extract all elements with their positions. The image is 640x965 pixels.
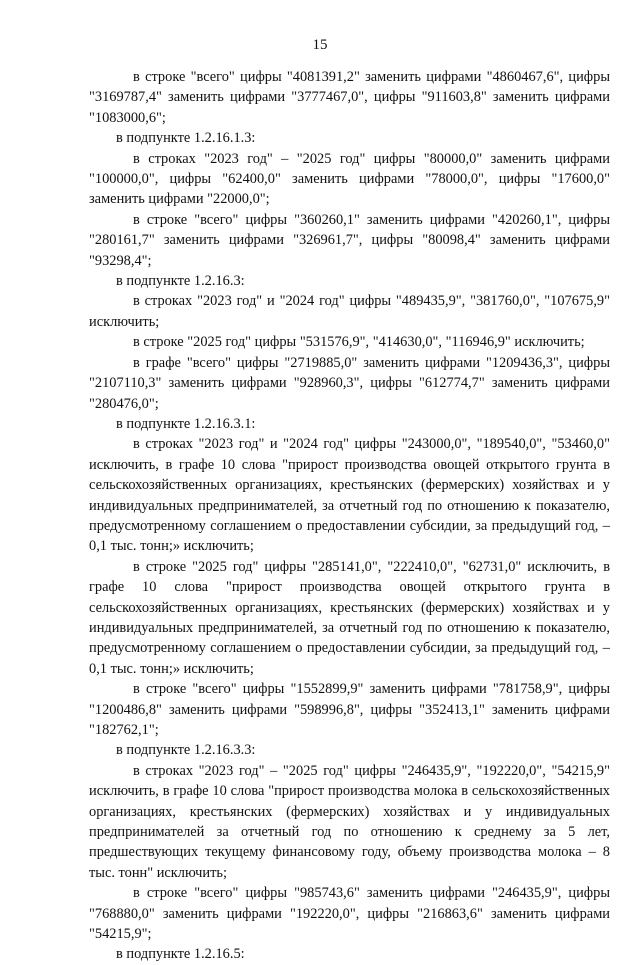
subpoint-heading: в подпункте 1.2.16.3: <box>116 273 245 290</box>
paragraph: в строке "всего" цифры "985743,6" заменить цифрами "246435,9", цифры "768880,0" заменить цифрами "192220,0", цифры "216863,6" заменить цифрами "54215,9"; <box>89 885 610 943</box>
paragraph: в строках "2023 год" и "2024 год" цифры "489435,9", "381760,0", "107675,9" исключить; <box>89 293 610 330</box>
paragraph: в строках "2023 год" – "2025 год" цифры "246435,9", "192220,0", "54215,9" исключить, в графе 10 слова "прирост производства молока в сельскохозяйственных организациях, крестьянских (фермерских) хозяйствах и у индивидуальных предпринимателей за отчетный год по отношению к среднему за 5 лет, предшествующих текущему финансовому году, объему производства молока – 8 тыс. тонн" исключить; <box>89 762 610 881</box>
paragraph: в строках "2023 год" и "2024 год" цифры "243000,0", "189540,0", "53460,0" исключить, в графе 10 слова "прирост производства овощей открытого грунта в сельскохозяйственных организациях, крестьянских (фермерских) хозяйствах и у индивидуальных предпринимателей, за отчетный год по отношению к показателю, предусмотренному соглашением о предоставлении субсидии, за предыдущий год, – 0,1 тыс. тонн;» исключить; <box>89 436 610 555</box>
paragraph: в строке "всего" цифры "4081391,2" заменить цифрами "4860467,6", цифры "3169787,4" заменить цифрами "3777467,0", цифры "911603,8" заменить цифрами "1083000,6"; <box>89 69 610 126</box>
page-number: 15 <box>312 37 328 53</box>
subpoint-heading: в подпункте 1.2.16.3.3: <box>116 742 256 759</box>
subpoint-heading: в подпункте 1.2.16.3.1: <box>116 415 256 432</box>
document-body <box>89 67 610 965</box>
paragraph: в строках "2023 год" – "2025 год" цифры "80000,0" заменить цифрами "100000,0", цифры "62400,0" заменить цифрами "78000,0", цифры "17600,0" заменить цифрами "22000,0"; <box>89 150 610 208</box>
paragraph: в строке "всего" цифры "1552899,9" заменить цифрами "781758,9", цифры "1200486,8" заменить цифрами "598996,8", цифры "352413,1" заменить цифрами "182762,1"; <box>89 681 610 738</box>
subpoint-heading: в подпункте 1.2.16.5: <box>116 946 245 963</box>
paragraph: в строке "2025 год" цифры "531576,9", "414630,0", "116946,9" исключить; <box>133 334 585 351</box>
paragraph: в графе "всего" цифры "2719885,0" заменить цифрами "1209436,3", цифры "2107110,3" заменить цифрами "928960,3", цифры "612774,7" заменить цифрами "280476,0"; <box>89 354 610 412</box>
paragraph: в строке "2025 год" цифры "285141,0", "222410,0", "62731,0" исключить, в графе 10 слова "прирост производства овощей открытого грунта в сельскохозяйственных организациях, крестьянских (фермерских) хозяйствах и у индивидуальных предпринимателей, за отчетный год по отношению к показателю, предусмотренному соглашением о предоставлении субсидии, за предыдущий год, – 0,1 тыс. тонн;» исключить; <box>89 558 610 677</box>
subpoint-heading: в подпункте 1.2.16.1.3: <box>116 130 256 147</box>
paragraph: в строке "всего" цифры "360260,1" заменить цифрами "420260,1", цифры "280161,7" заменить цифрами "326961,7", цифры "80098,4" заменить цифрами "93298,4"; <box>89 211 610 269</box>
